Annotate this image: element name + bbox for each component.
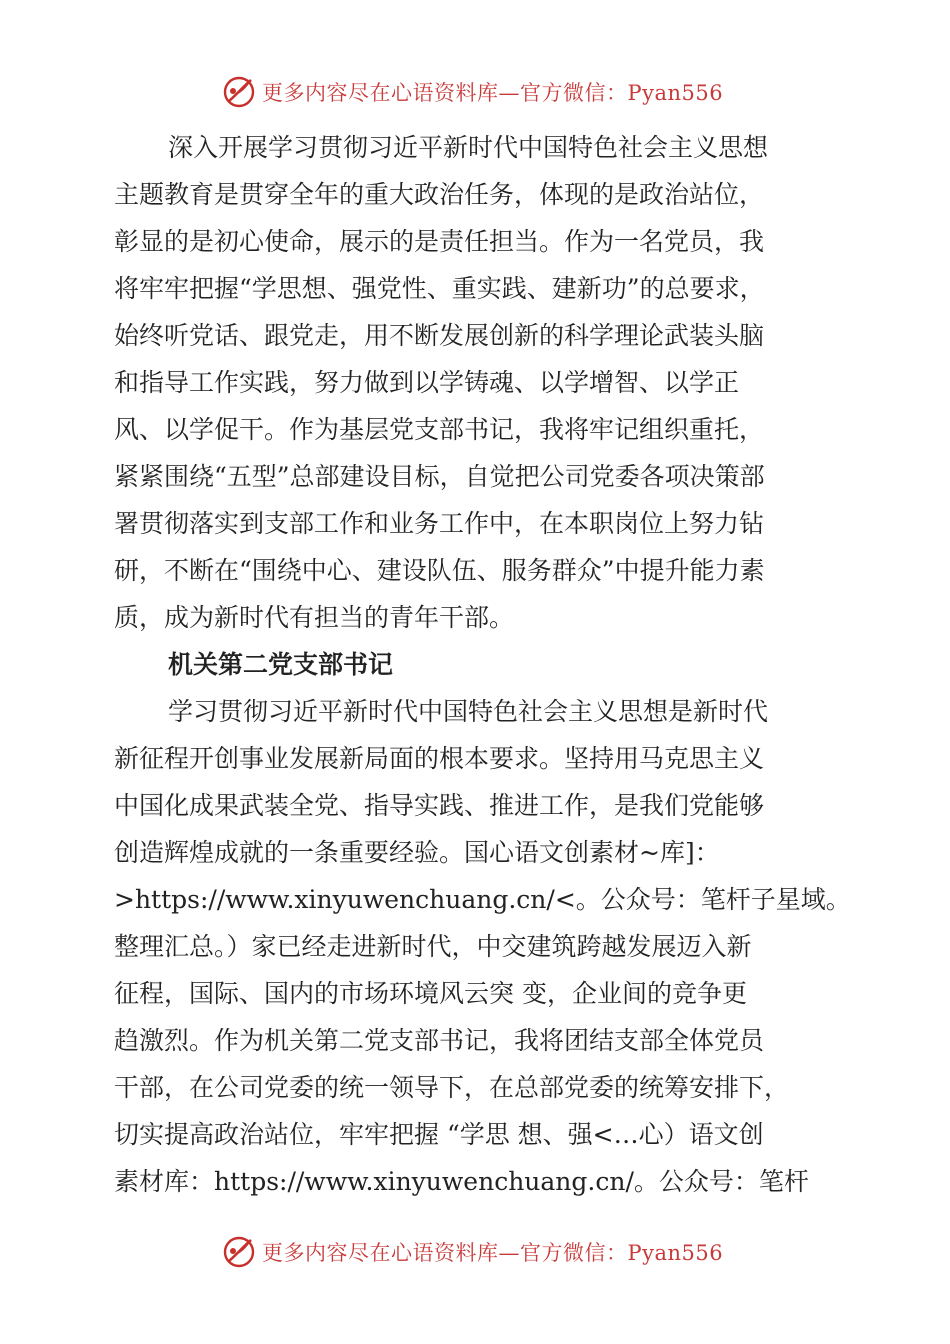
paragraph-line: 趋激烈。作为机关第二党支部书记，我将团结支部全体党员 [114,1026,765,1055]
paragraph-line: 整理汇总。）家已经走进新时代，中交建筑跨越发展迈入新 [114,932,752,961]
footer-banner [222,1232,723,1272]
paragraph-line: 质，成为新时代有担当的青年干部。 [114,603,515,632]
banner-text: 更多内容尽在心语资料库—官方微信：Pyan556 [262,81,724,105]
paragraph-line: 和指导工作实践，努力做到以学铸魂、以学增智、以学正 [114,368,740,397]
banner-text: 更多内容尽在心语资料库—官方微信：Pyan556 [262,1241,724,1265]
paragraph-line: 深入开展学习贯彻习近平新时代中国特色社会主义思想 [168,133,769,162]
paragraph-line: 始终听党话、跟党走，用不断发展创新的科学理论武装头脑 [114,321,765,350]
paragraph-line: 征程，国际、国内的市场环境风云突 变，企业间的竞争更 [114,979,747,1008]
header-banner [222,72,723,112]
paragraph-line: 切实提高政治站位，牢牢把握 “学思 想、强<…心）语文创 [114,1120,764,1149]
paragraph-line: 彰显的是初心使命，展示的是责任担当。作为一名党员，我 [114,227,765,256]
paragraph-line: 署贯彻落实到支部工作和业务工作中，在本职岗位上努力钻 [114,509,765,538]
paragraph-line: 干部，在公司党委的统一领导下，在总部党委的统筹安排下， [114,1073,790,1102]
section-heading: 机关第二党支部书记 [168,650,394,679]
paragraph-line: 研，不断在“围绕中心、建设队伍、服务群众”中提升能力素 [114,556,765,585]
paragraph-line: 将牢牢把握“学思想、强党性、重实践、建新功”的总要求， [114,274,765,303]
quill-logo-icon [222,75,256,109]
document-body [114,124,851,1205]
quill-logo-icon [222,1235,256,1269]
paragraph-line: 主题教育是贯穿全年的重大政治任务，体现的是政治站位， [114,180,765,209]
paragraph-line: >https://www.xinyuwenchuang.cn/<。公众号：笔杆子星域。 [114,885,851,914]
paragraph-line: 创造辉煌成就的一条重要经验。国心语文创素材~库]： [114,838,720,867]
paragraph-line: 素材库：https://www.xinyuwenchuang.cn/。公众号：笔杆 [114,1167,809,1196]
paragraph-line: 紧紧围绕“五型”总部建设目标，自觉把公司党委各项决策部 [114,462,765,491]
paragraph-line: 风、以学促干。作为基层党支部书记，我将牢记组织重托， [114,415,765,444]
paragraph-line: 新征程开创事业发展新局面的根本要求。坚持用马克思主义 [114,744,765,773]
paragraph-line: 中国化成果武装全党、指导实践、推进工作，是我们党能够 [114,791,765,820]
paragraph-line: 学习贯彻习近平新时代中国特色社会主义思想是新时代 [168,697,769,726]
